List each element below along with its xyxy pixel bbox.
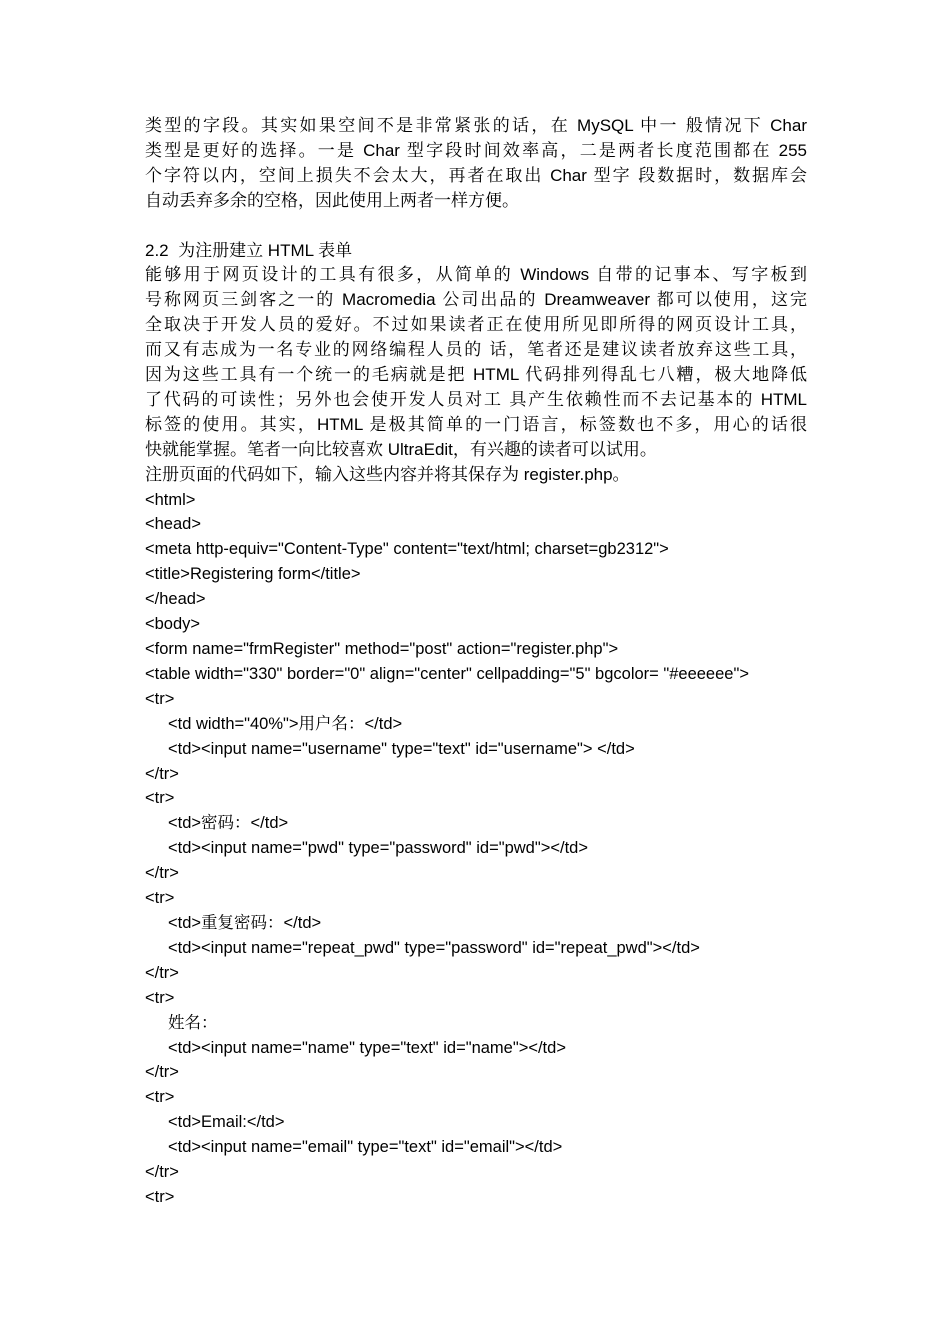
code-line: </tr>: [145, 764, 179, 783]
code-line: 姓名：: [168, 1013, 218, 1032]
code-intro-text: 注册页面的代码如下，输入这些内容并将其保存为 register.php。: [145, 464, 630, 484]
section-line: 因为这些工具有一个统一的毛病就是把 HTML 代码排列得乱七八糟，极大地降低: [145, 365, 807, 385]
code-line: </tr>: [145, 963, 179, 982]
code-line: <tr>: [145, 889, 175, 908]
page-content: [145, 114, 807, 1210]
code-line: </head>: [145, 590, 206, 609]
section-line: 能够用于网页设计的工具有很多，从简单的 Windows 自带的记事本、写字板到: [145, 265, 807, 285]
code-line: <td><input name="name" type="text" id="name"></td>: [168, 1038, 566, 1057]
code-line: <tr>: [145, 988, 175, 1007]
paragraph-spacer: [145, 214, 807, 239]
intro-paragraph: [145, 114, 807, 214]
intro-line: 个字符以内，空间上损失不会太大，再者在取出 Char 型字 段数据时，数据库会: [145, 165, 807, 185]
code-line: <table width="330" border="0" align="center" cellpadding="5" bgcolor= "#eeeeee">: [145, 664, 749, 683]
code-line: </tr>: [145, 864, 179, 883]
code-line: <td width="40%">用户名：</td>: [168, 714, 403, 733]
section-line: 快就能掌握。笔者一向比较喜欢 UltraEdit，有兴趣的读者可以试用。: [145, 439, 657, 459]
code-line: </tr>: [145, 1163, 179, 1182]
section-heading: 2.2 为注册建立 HTML 表单: [145, 240, 353, 260]
section-line: 全取决于开发人员的爱好。不过如果读者正在使用所见即所得的网页设计工具，: [145, 315, 807, 335]
intro-line: 类型是更好的选择。一是 Char 型字段时间效率高，二是两者长度范围都在 255: [145, 140, 807, 160]
code-line: <meta http-equiv="Content-Type" content="text/html; charset=gb2312">: [145, 540, 669, 559]
code-line: <td><input name="repeat_pwd" type="password" id="repeat_pwd"></td>: [168, 938, 700, 957]
section-paragraph: [145, 263, 807, 462]
code-line: <tr>: [145, 1088, 175, 1107]
intro-line: 类型的字段。其实如果空间不是非常紧张的话，在 MySQL 中一 般情况下 Char: [145, 116, 807, 135]
code-listing: [145, 488, 807, 1210]
code-line: <tr>: [145, 789, 175, 808]
code-line: <title>Registering form</title>: [145, 565, 361, 584]
code-line: <body>: [145, 615, 201, 634]
section-line: 而又有志成为一名专业的网络编程人员的 话，笔者还是建议读者放弃这些工具，: [145, 340, 807, 360]
code-line: <td>密码：</td>: [168, 814, 289, 833]
code-line: <td><input name="pwd" type="password" id="pwd"></td>: [168, 839, 588, 858]
code-line: <tr>: [145, 1187, 175, 1206]
section-line: 标签的使用。其实，HTML 是极其简单的一门语言，标签数也不多，用心的话很: [145, 414, 807, 434]
intro-line: 自动丢弃多余的空格，因此使用上两者一样方便。: [145, 190, 519, 210]
section-line: 号称网页三剑客之一的 Macromedia 公司出品的 Dreamweaver 都可以使用，这完: [145, 290, 807, 310]
code-line: <html>: [145, 490, 196, 509]
code-line: <td>Email:</td>: [168, 1113, 285, 1132]
code-line: </tr>: [145, 1063, 179, 1082]
code-line: <tr>: [145, 689, 175, 708]
code-line: <td><input name="email" type="text" id="email"></td>: [168, 1138, 563, 1157]
section-line: 了代码的可读性；另外也会使开发人员对工 具产生依赖性而不去记基本的 HTML: [145, 389, 807, 409]
code-line: <form name="frmRegister" method="post" action="register.php">: [145, 640, 619, 659]
code-line: <td>重复密码：</td>: [168, 913, 322, 932]
code-line: <head>: [145, 515, 201, 534]
code-line: <td><input name="username" type="text" id="username"> </td>: [168, 739, 635, 758]
